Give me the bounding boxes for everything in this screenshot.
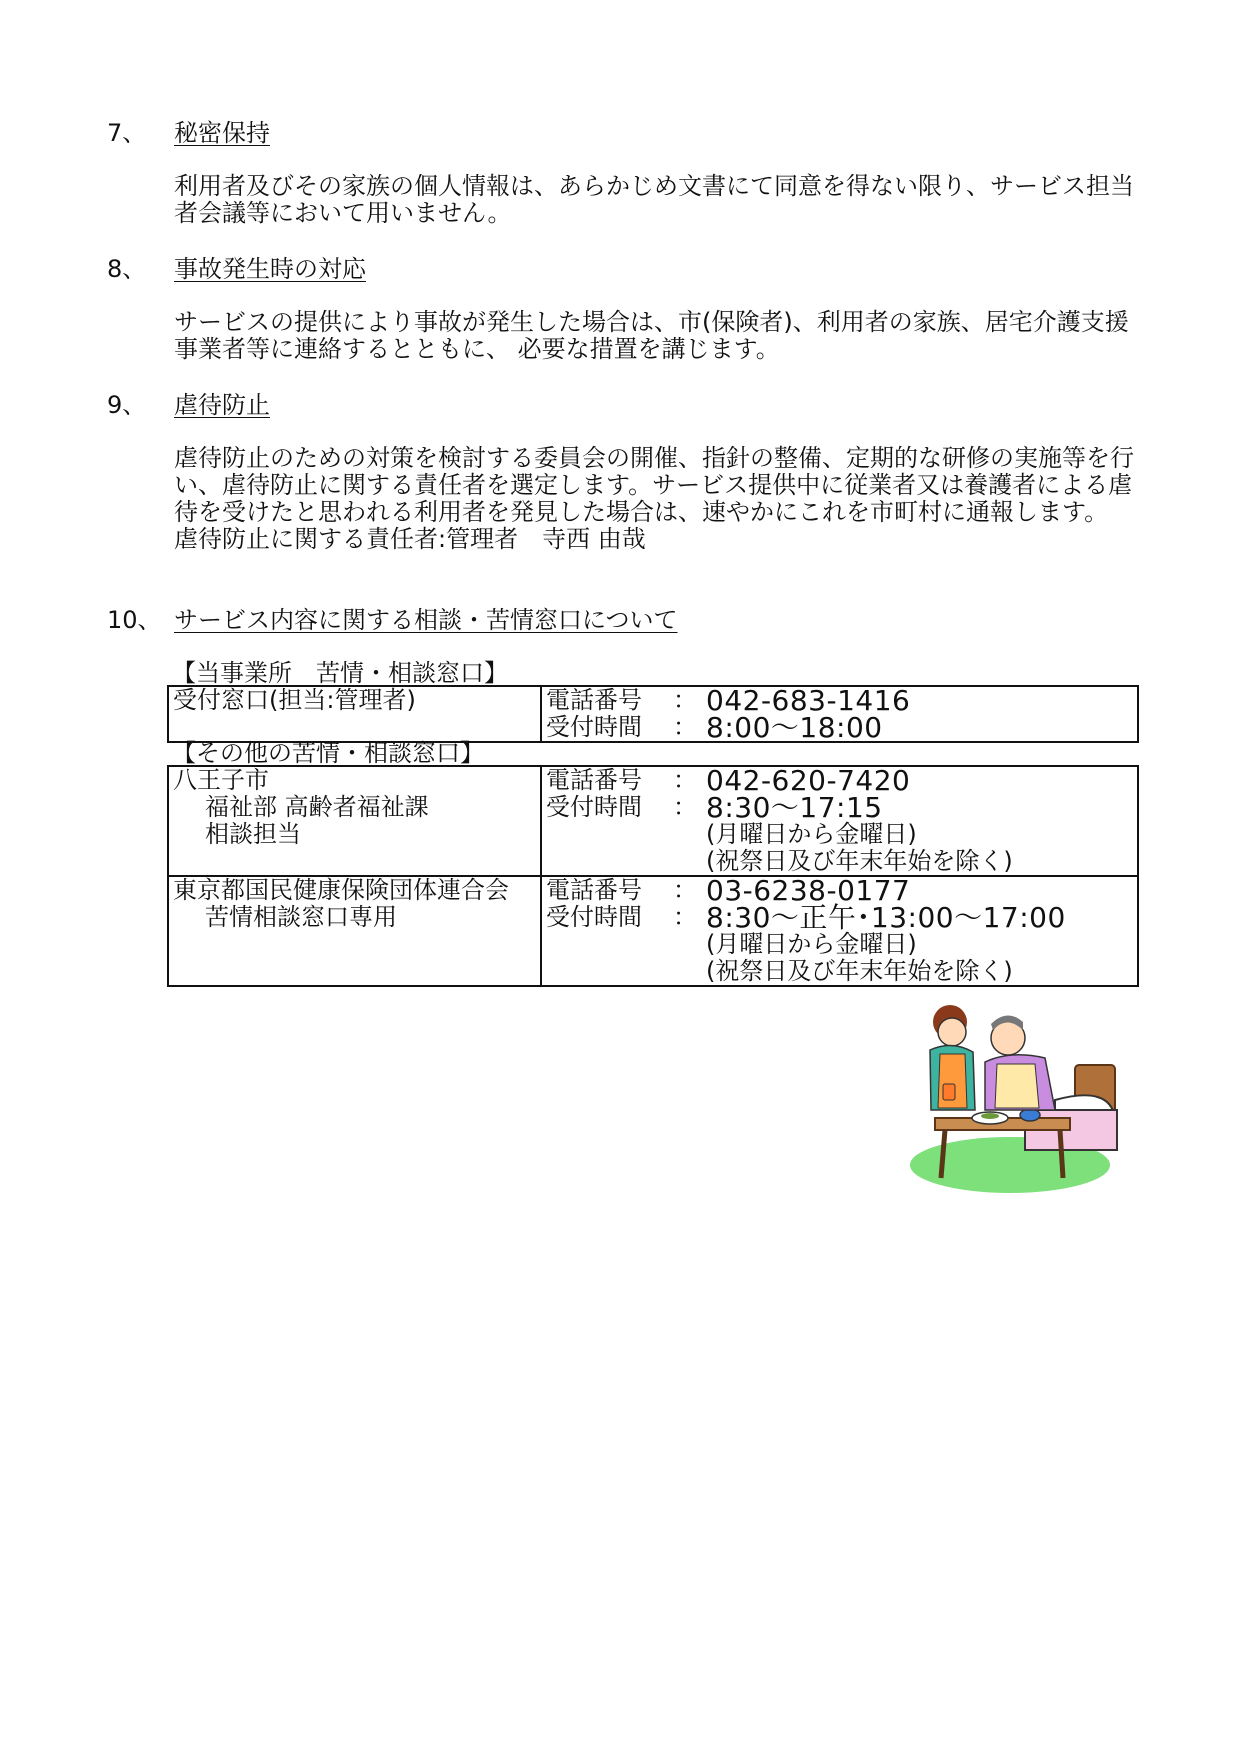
section-number: 7、 [107,119,147,147]
colon: ： [673,686,697,714]
hours-label: 受付時間 [546,713,642,741]
hours-row [546,711,1133,744]
section-title: 秘密保持 [174,119,270,147]
colon: ： [673,876,697,904]
org-department: 福祉部 高齢者福祉課 [205,793,429,821]
hours-label: 受付時間 [546,903,642,931]
detail-cell [541,766,1138,876]
phone-number: 042-683-1416 [706,684,911,717]
phone-number: 03-6238-0177 [706,874,911,907]
colon: ： [673,793,697,821]
note-row [546,958,1133,985]
phone-label: 電話番号 [546,876,642,904]
note-row [546,821,1133,848]
paragraph: 利用者及びその家族の個人情報は、あらかじめ文書にて同意を得ない限り、サービス担当者会議等において用いません。 [174,172,1134,227]
section-8-body [174,309,1134,363]
section-title: 虐待防止 [174,391,270,419]
colon: ： [673,766,697,794]
office-contact-table [167,685,1139,743]
note-row [546,931,1133,958]
table-row [168,876,1138,986]
food [981,1113,999,1119]
org-department: 苦情相談窓口専用 [205,903,397,931]
hours-value: 8:30～正午･13:00～17:00 [706,901,1066,934]
org-name: 受付窓口(担当:管理者) [173,686,416,714]
paragraph: サービスの提供により事故が発生した場合は、市(保険者)、利用者の家族、居宅介護支援事業者等に連絡するとともに、 必要な措置を講じます。 [174,308,1129,363]
paragraph: 虐待防止のための対策を検討する委員会の開催、指針の整備、定期的な研修の実施等を行い、虐待防止に関する責任者を選定します。サービス提供中に従業者又は養護者による虐待を受けたと思われる利用者を発見した場合は、速やかにこれを市町村に通報します。 [174,444,1134,526]
paragraph-responsible: 虐待防止に関する責任者:管理者 寺西 由哉 [174,525,646,553]
cup [943,1084,955,1100]
days-note: (月曜日から金曜日) [706,930,917,958]
org-section: 相談担当 [205,820,301,848]
phone-label: 電話番号 [546,766,642,794]
holiday-note: (祝祭日及び年末年始を除く) [706,957,1013,985]
table-row [168,766,1138,876]
office-contact-label: 【当事業所 苦情・相談窓口】 [172,659,508,687]
section-title: 事故発生時の対応 [174,255,366,283]
tray-leg [1060,1130,1063,1178]
hours-row [546,901,1133,934]
phone-label: 電話番号 [546,686,642,714]
section-7-body [174,173,1134,227]
caregiver-face [938,1018,966,1046]
bowl [1020,1109,1040,1121]
org-name: 東京都国民健康保険団体連合会 [173,876,509,904]
table-row [168,686,1138,742]
note-row [546,848,1133,875]
detail-cell [541,686,1138,742]
hours-row [546,791,1133,824]
org-cell [168,686,541,742]
hours-value: 8:00～18:00 [706,711,883,744]
phone-row [546,764,1133,797]
holiday-note: (祝祭日及び年末年始を除く) [706,847,1013,875]
org-cell [168,876,541,986]
other-contact-table [167,765,1139,987]
colon: ： [673,903,697,931]
detail-cell [541,876,1138,986]
hours-label: 受付時間 [546,793,642,821]
days-note: (月曜日から金曜日) [706,820,917,848]
section-9-body [174,445,1134,553]
section-title: サービス内容に関する相談・苦情窓口について [174,606,678,634]
other-contact-label: 【その他の苦情・相談窓口】 [172,739,484,767]
colon: ： [673,713,697,741]
elder-shirt [995,1064,1039,1108]
section-number: 8、 [107,255,147,283]
section-number: 10、 [107,606,162,634]
org-cell [168,766,541,876]
phone-row [546,684,1133,717]
caregiver-meal-illustration [905,1000,1125,1200]
hours-value: 8:30～17:15 [706,791,883,824]
phone-number: 042-620-7420 [706,764,911,797]
phone-row [546,874,1133,907]
org-name: 八王子市 [173,766,269,794]
section-number: 9、 [107,391,147,419]
